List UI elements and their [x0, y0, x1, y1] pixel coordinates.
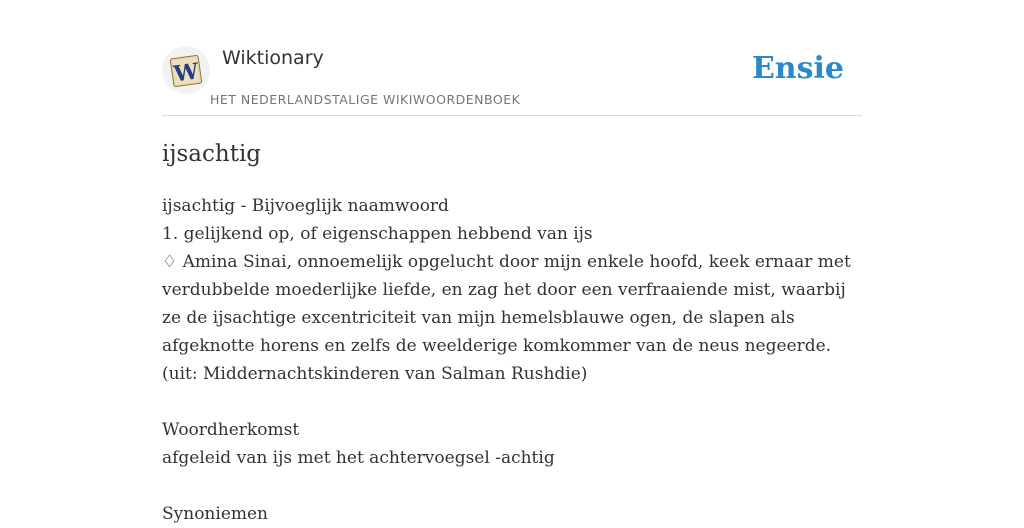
etymology-text: afgeleid van ijs met het achtervoegsel -achtig	[162, 448, 555, 468]
part-of-speech-line: ijsachtig - Bijvoeglijk naamwoord	[162, 196, 449, 216]
wiktionary-tile-icon	[162, 46, 210, 94]
wiktionary-logo[interactable]	[162, 46, 210, 94]
entry-content	[162, 192, 862, 528]
page	[162, 0, 862, 524]
svg-text:W: W	[172, 58, 201, 88]
definition-line: 1. gelijkend op, of eigenschappen hebbend van ijs	[162, 224, 593, 244]
etymology-heading: Woordherkomst	[162, 420, 300, 440]
example-quote: ♢ Amina Sinai, onnoemelijk opgelucht door mijn enkele hoofd, keek ernaar met verdubbelde moederlijke liefde, en zag het door een verfraaiende mist, waarbij ze de ijsachtige excentriciteit van mijn hemelsblauwe ogen, de slapen als afgeknotte horens en zelfs de weelderige komkommer van de neus negeerde.(uit: Middernachtskinderen van Salman Rushdie)	[162, 252, 851, 384]
site-header	[162, 0, 862, 116]
site-tagline: HET NEDERLANDSTALIGE WIKIWOORDENBOEK	[210, 92, 521, 107]
synonyms-heading: Synoniemen	[162, 504, 269, 524]
site-name[interactable]: Wiktionary	[222, 47, 324, 69]
ensie-brand-link[interactable]: Ensie	[751, 51, 844, 86]
page-title: ijsachtig	[162, 141, 262, 167]
spacer	[162, 388, 862, 416]
spacer	[162, 472, 862, 500]
